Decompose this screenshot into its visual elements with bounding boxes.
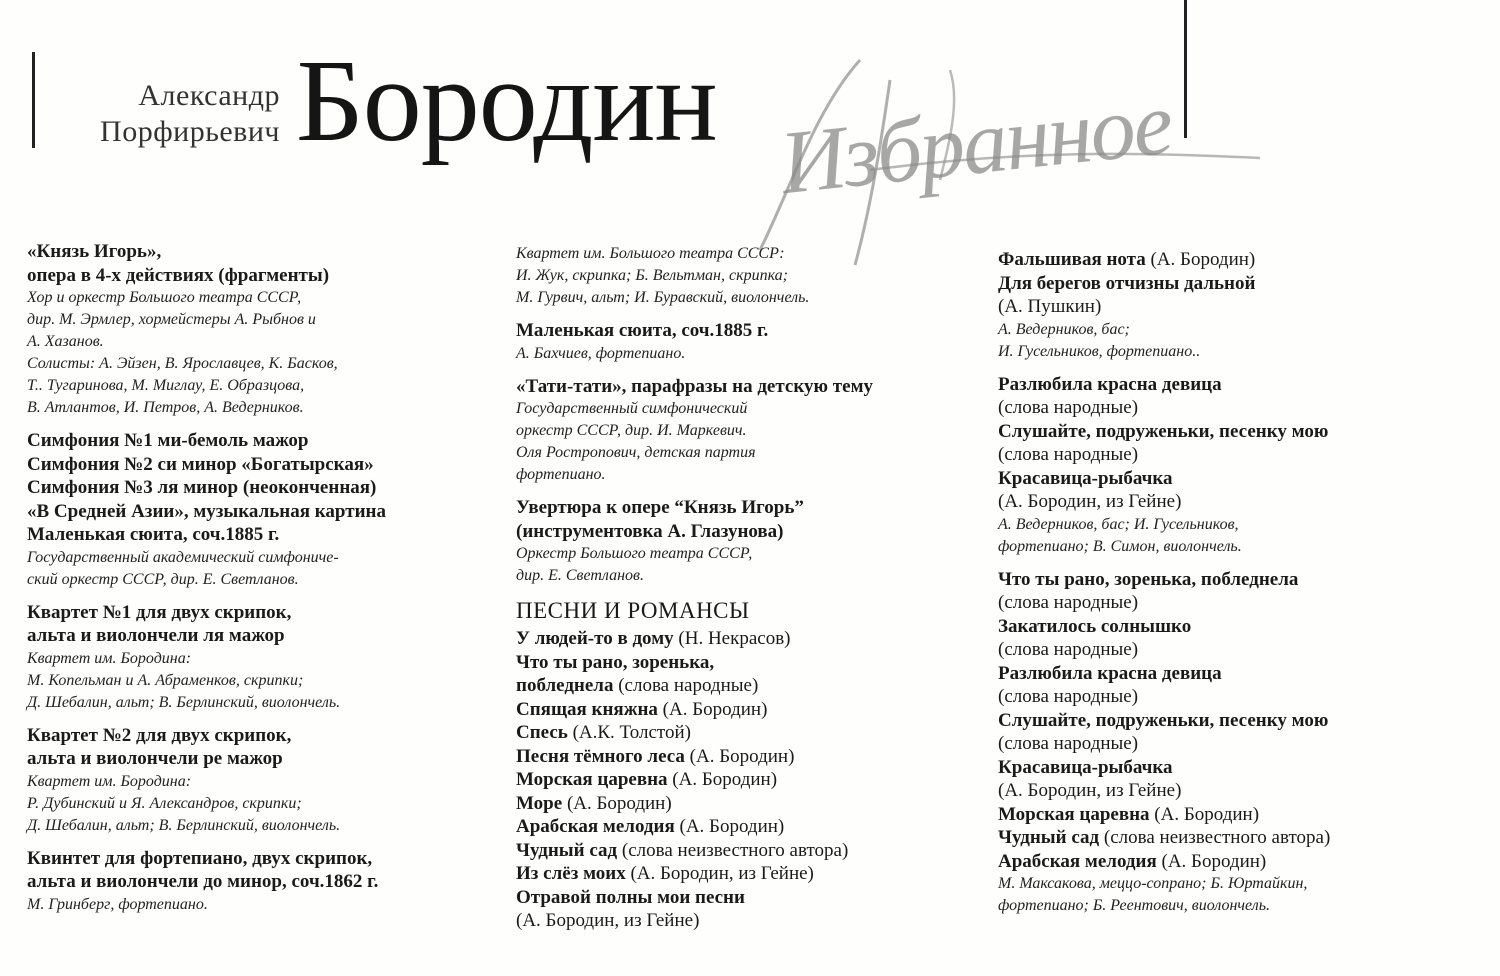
entry-little-suite <box>516 319 966 365</box>
entry-tati-tati <box>516 375 966 487</box>
performers: Солисты: А. Эйзен, В. Ярославцев, К. Басков, <box>27 355 338 372</box>
entry-quartet-2 <box>27 724 467 837</box>
performers: дир. М. Эрмлер, хормейстеры А. Рыбнов и <box>27 311 316 328</box>
performers: В. Атлантов, И. Петров, А. Ведерников. <box>27 399 304 416</box>
entry-title: Маленькая сюита, соч.1885 г. <box>516 320 769 341</box>
song-author: (слова народные) <box>998 444 1139 465</box>
performers: Квартет им. Бородина: <box>27 772 192 790</box>
entry-title: Симфония №1 ми-бемоль мажор <box>27 430 309 451</box>
performers: Оркестр Большого театра СССР, <box>516 545 753 562</box>
performers: Д. Шебалин, альт; В. Берлинский, виолончель. <box>27 816 341 834</box>
performers: М. Максакова, меццо-сопрано; Б. Юртайкин, <box>998 875 1308 892</box>
section-heading-songs: ПЕСНИ И РОМАНСЫ <box>516 598 750 623</box>
song-item: Красавица-рыбачка <box>998 756 1173 778</box>
songs-group-c <box>998 568 1438 918</box>
song-item: Арабская мелодия (А. Бородин) <box>998 850 1267 872</box>
entry-title: Квинтет для фортепиано, двух скрипок, <box>27 847 373 869</box>
entry-title: Симфония №2 си минор «Богатырская» <box>27 453 374 475</box>
performers: Государственный академический симфониче- <box>27 548 339 566</box>
signature-text: Избранное <box>775 73 1176 214</box>
entry-quartet-bolshoi <box>516 243 966 309</box>
song-item: Из слёз моих (А. Бородин, из Гейне) <box>516 863 814 884</box>
song-author: (слова народные) <box>998 733 1139 754</box>
entry-title: альта и виолончели до минор, соч.1862 г. <box>27 871 379 892</box>
performers: И. Жук, скрипка; Б. Вельтман, скрипка; <box>516 267 788 284</box>
performers: Д. Шебалин, альт; В. Берлинский, виолончель. <box>27 693 341 711</box>
performers: А. Бахчиев, фортепиано. <box>516 344 686 362</box>
performers: Р. Дубинский и Я. Александров, скрипки; <box>27 794 302 812</box>
entry-prince-igor <box>27 240 467 419</box>
song-item: Песня тёмного леса (А. Бородин) <box>516 745 795 767</box>
song-item: Закатилось солнышко <box>998 615 1192 637</box>
performers: А. Ведерников, бас; И. Гусельников, <box>998 515 1239 533</box>
column-3 <box>998 248 1438 927</box>
song-author: (А. Бородин, из Гейне) <box>998 491 1182 512</box>
performers: М. Гурвич, альт; И. Буравский, виолончель. <box>516 289 810 306</box>
entry-title: Маленькая сюита, соч.1885 г. <box>27 524 280 545</box>
performers: дир. Е. Светланов. <box>516 567 644 584</box>
entry-quartet-1 <box>27 601 467 714</box>
entry-title: «Тати-тати», парафразы на детскую тему <box>516 375 874 397</box>
song-item: Спящая княжна (А. Бородин) <box>516 698 768 720</box>
performers: фортепиано; В. Симон, виолончель. <box>998 537 1242 555</box>
entry-overture <box>516 496 966 587</box>
songs-group-b <box>998 373 1438 558</box>
performers: М. Копельман и А. Абраменков, скрипки; <box>27 671 304 689</box>
performers: оркестр СССР, дир. И. Маркевич. <box>516 422 747 439</box>
song-author: (А. Бородин, из Гейне) <box>998 780 1182 801</box>
performers: фортепиано. <box>516 466 606 483</box>
song-item: Морская царевна (А. Бородин) <box>998 803 1260 825</box>
performers: Т.. Тугаринова, М. Миглау, Е. Образцова, <box>27 377 305 394</box>
performers: Хор и оркестр Большого театра СССР, <box>27 289 302 306</box>
songs-list <box>516 627 966 933</box>
song-author: (слова народные) <box>998 639 1139 660</box>
performers: А. Ведерников, бас; <box>998 320 1130 338</box>
composer-surname: Бородин <box>296 35 717 166</box>
song-item: Что ты рано, зоренька, <box>516 651 715 673</box>
song-item: Чудный сад (слова неизвестного автора) <box>998 827 1331 848</box>
performers: фортепиано; Б. Реентович, виолончель. <box>998 897 1271 914</box>
song-author: (слова народные) <box>998 397 1139 418</box>
song-item: Для берегов отчизны дальной <box>998 272 1256 294</box>
composer-given-names <box>40 78 280 150</box>
column-1 <box>27 240 467 926</box>
song-author: (слова народные) <box>998 592 1139 613</box>
song-author: (А. Бородин, из Гейне) <box>516 910 700 931</box>
song-item: Что ты рано, зоренька, побледнела <box>998 568 1299 590</box>
song-item: Красавица-рыбачка <box>998 467 1173 489</box>
song-item: Арабская мелодия (А. Бородин) <box>516 816 785 837</box>
song-item: Отравой полны мои песни <box>516 886 745 908</box>
entry-title: «Князь Игорь», <box>27 241 162 262</box>
song-author: (А. Пушкин) <box>998 296 1102 317</box>
entry-title: Увертюра к опере “Князь Игорь” <box>516 497 804 518</box>
song-item: побледнела (слова народные) <box>516 675 759 696</box>
performers: И. Гусельников, фортепиано.. <box>998 342 1201 360</box>
song-author: (слова народные) <box>998 686 1139 707</box>
entry-title: Симфония №3 ля минор (неоконченная) <box>27 477 377 498</box>
song-item: Море (А. Бородин) <box>516 792 672 814</box>
song-item: Чудный сад (слова неизвестного автора) <box>516 839 849 861</box>
song-item: Слушайте, подруженьки, песенку мою <box>998 420 1329 442</box>
performers: Государственный симфонический <box>516 400 748 417</box>
patronymic: Порфирьевич <box>100 115 280 148</box>
song-item: У людей-то в дому (Н. Некрасов) <box>516 628 791 649</box>
entry-title: Квартет №1 для двух скрипок, <box>27 601 292 623</box>
performers: ский оркестр СССР, дир. Е. Светланов. <box>27 570 299 588</box>
song-item: Морская царевна (А. Бородин) <box>516 769 778 790</box>
song-item: Разлюбила красна девица <box>998 662 1222 684</box>
entry-symphonies <box>27 429 467 591</box>
song-item: Фальшивая нота (А. Бородин) <box>998 249 1256 270</box>
entry-title: опера в 4-х действиях (фрагменты) <box>27 264 330 286</box>
entry-title: (инструментовка А. Глазунова) <box>516 520 784 542</box>
performers: М. Гринберг, фортепиано. <box>27 895 208 913</box>
song-item: Слушайте, подруженьки, песенку мою <box>998 709 1329 731</box>
first-name: Александр <box>138 79 280 112</box>
entry-title: Квартет №2 для двух скрипок, <box>27 724 292 746</box>
performers: Оля Ростропович, детская партия <box>516 444 756 461</box>
songs-group-a <box>998 248 1438 363</box>
entry-title: альта и виолончели ля мажор <box>27 625 285 646</box>
entry-title: «В Средней Азии», музыкальная картина <box>27 500 386 522</box>
song-item: Разлюбила красна девица <box>998 373 1222 395</box>
performers: Квартет им. Бородина: <box>27 649 192 667</box>
song-item: Спесь (А.К. Толстой) <box>516 722 691 743</box>
performers: А. Хазанов. <box>27 333 104 350</box>
entry-title: альта и виолончели ре мажор <box>27 748 283 769</box>
left-vertical-rule <box>32 52 35 148</box>
entry-quintet <box>27 847 467 916</box>
performers: Квартет им. Большого театра СССР: <box>516 245 785 262</box>
column-2 <box>516 243 966 933</box>
